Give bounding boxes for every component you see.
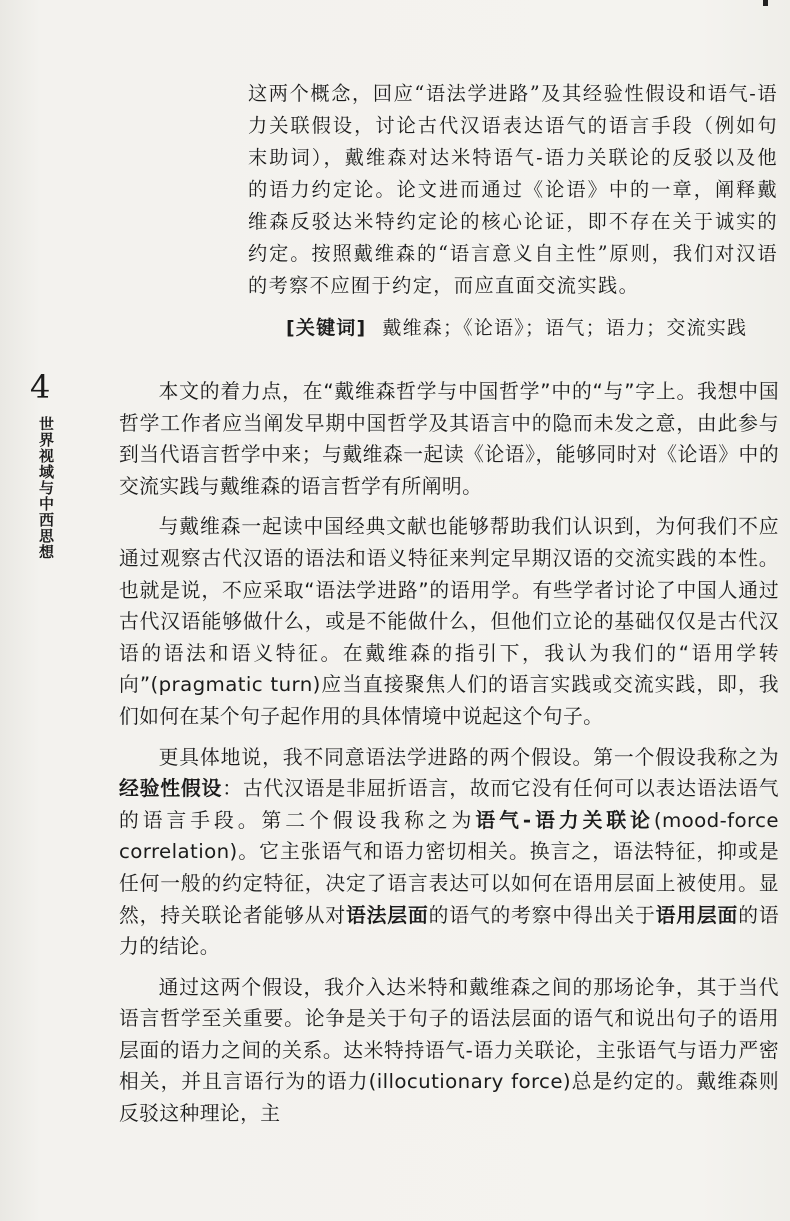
paragraph-4: 通过这两个假设，我介入达米特和戴维森之间的那场论争，其于当代语言哲学至关重要。论争是关于句子的语法层面的语气和说出句子的语用层面的语力之间的关系。达米特持语气-语力关联论，主张语气与语力严密相关，并且言语行为的语力(illocutionary force)总是约定的。戴维森则反驳这种理论，主: [119, 975, 779, 1126]
abstract-block: [248, 78, 778, 302]
p3-part-e: (mood-force correlation)。它主张语气和语力密切相关。换言之，语法特征，抑或是任何一般的约定特征，决定了语言表达可以如何在语用层面上被使用。显然，持关联论者能够从对: [119, 808, 779, 927]
term-grammatical-level: 语法层面: [346, 903, 429, 927]
body-text: [119, 376, 779, 1139]
keywords-line: [286, 313, 747, 340]
keywords-label: [关键词]: [286, 317, 367, 339]
paragraph-1: 本文的着力点，在“戴维森哲学与中国哲学”中的“与”字上。我想中国哲学工作者应当阐发早期中国哲学及其语言中的隐而未发之意，由此参与到当代语言哲学中来；与戴维森一起读《论语》，能够同时对《论语》中的交流实践与戴维森的语言哲学有所阐明。: [119, 380, 779, 498]
term-mood-force-correlation: 语气-语力关联论: [475, 808, 654, 832]
paragraph-2: 与戴维森一起读中国经典文献也能够帮助我们认识到，为何我们不应通过观察古代汉语的语法和语义特征来判定早期汉语的交流实践的本性。也就是说，不应采取“语法学进路”的语用学。有些学者讨论了中国人通过古代汉语能够做什么，或是不能做什么，但他们立论的基础仅仅是古代汉语的语法和语义特征。在戴维森的指引下，我认为我们的“语用学转向”(pragmatic turn)应当直接聚焦人们的语言实践或交流实践，即，我们如何在某个句子起作用的具体情境中说起这个句子。: [119, 515, 779, 728]
p3-part-c: ：古代汉语是非屈折语言，故而它没有任何可以表达语法语气的语言手段。第二个假设我称之为: [119, 777, 779, 832]
term-pragmatic-level: 语用层面: [655, 903, 739, 927]
term-empirical-assumption: 经验性假设: [119, 777, 223, 801]
running-title: 世界视域与中西思想: [37, 416, 55, 560]
page-number: 4: [30, 368, 51, 406]
p3-part-a: 更具体地说，我不同意语法学进路的两个假设。第一个假设我称之为: [158, 745, 779, 769]
p3-part-g: 的语气的考察中得出关于: [428, 903, 656, 927]
p3-part-i: 的语力的结论。: [119, 903, 780, 959]
corner-mark: [763, 0, 768, 6]
keywords-items: 戴维森；《论语》；语气；语力；交流实践: [382, 317, 748, 339]
abstract-text: 这两个概念，回应“语法学进路”及其经验性假设和语气-语力关联假设，讨论古代汉语表达语气的语言手段（例如句末助词），戴维森对达米特语气-语力关联论的反驳以及他的语力约定论。论文进而通过《论语》中的一章，阐释戴维森反驳达米特约定论的核心论证，即不存在关于诚实的约定。按照戴维森的“语言意义自主性”原则，我们对汉语的考察不应囿于约定，而应直面交流实践。: [248, 82, 778, 297]
paragraph-3: [119, 742, 779, 963]
